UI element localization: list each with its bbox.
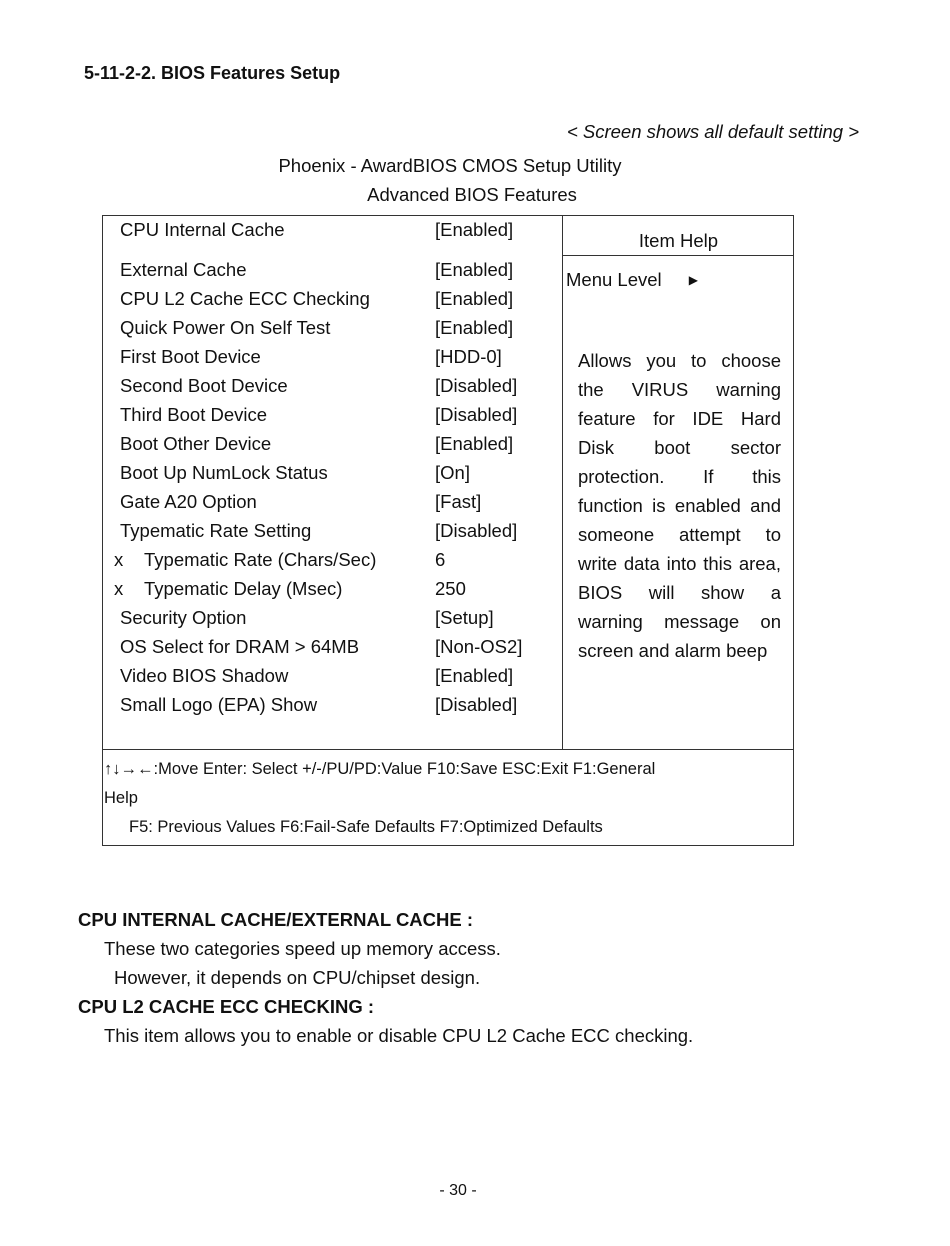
setting-row-quick-power-on-self-test[interactable] bbox=[108, 317, 558, 346]
setting-row-second-boot-device[interactable] bbox=[108, 375, 558, 404]
setting-row-gate-a20-option[interactable] bbox=[108, 491, 558, 520]
setting-label: Second Boot Device bbox=[120, 375, 288, 396]
setting-value: 6 bbox=[435, 549, 446, 570]
setting-row-cpu-internal-cache[interactable] bbox=[108, 219, 558, 248]
setting-row-os-select-dram[interactable] bbox=[108, 636, 558, 665]
setting-value[interactable]: [Enabled] bbox=[435, 259, 514, 280]
description-heading: CPU INTERNAL CACHE/EXTERNAL CACHE : bbox=[78, 909, 474, 930]
utility-title: Phoenix - AwardBIOS CMOS Setup Utility bbox=[278, 155, 622, 176]
setting-row-video-bios-shadow[interactable] bbox=[108, 665, 558, 694]
setting-value[interactable]: [Disabled] bbox=[435, 404, 518, 425]
setting-row-cpu-l2-cache-ecc[interactable] bbox=[108, 288, 558, 317]
setting-label: Security Option bbox=[120, 607, 247, 628]
setting-row-typematic-rate bbox=[108, 549, 558, 578]
setting-value[interactable]: [Enabled] bbox=[435, 219, 514, 240]
setting-value[interactable]: [Disabled] bbox=[435, 520, 518, 541]
setting-value[interactable]: [On] bbox=[435, 462, 470, 483]
setting-label: CPU L2 Cache ECC Checking bbox=[120, 288, 370, 309]
setting-row-external-cache[interactable] bbox=[108, 259, 558, 288]
page-number: - 30 - bbox=[439, 1182, 477, 1199]
setting-label: Video BIOS Shadow bbox=[120, 665, 289, 686]
description-text: These two categories speed up memory access. bbox=[104, 938, 501, 959]
menu-level-label: Menu Level bbox=[566, 269, 662, 290]
panel-divider-vertical bbox=[562, 215, 563, 749]
description-heading: CPU L2 CACHE ECC CHECKING : bbox=[78, 996, 375, 1017]
setting-row-third-boot-device[interactable] bbox=[108, 404, 558, 433]
setting-row-typematic-rate-setting[interactable] bbox=[108, 520, 558, 549]
setting-label: Boot Up NumLock Status bbox=[120, 462, 328, 483]
section-title: 5-11-2-2. BIOS Features Setup bbox=[84, 63, 341, 83]
key-legend-line-3: F5: Previous Values F6:Fail-Safe Defaults F7:Optimized Defaults bbox=[129, 818, 603, 836]
description-text: However, it depends on CPU/chipset design. bbox=[114, 967, 481, 988]
setting-value[interactable]: [Enabled] bbox=[435, 665, 514, 686]
setting-value[interactable]: [Fast] bbox=[435, 491, 482, 512]
right-triangle-icon: ▶ bbox=[688, 273, 699, 287]
setting-value[interactable]: [Enabled] bbox=[435, 317, 514, 338]
setting-row-security-option[interactable] bbox=[108, 607, 558, 636]
setting-label: Gate A20 Option bbox=[120, 491, 257, 512]
setting-value[interactable]: [Disabled] bbox=[435, 694, 518, 715]
item-help-text: Allows you to choose the VIRUS warning feature for IDE Hard Disk boot sector protection. If this function is enabled and someone attempt to write data into this area, BIOS will show a warning message on screen and alarm beep bbox=[578, 350, 781, 661]
key-legend-line-1: ↑↓→←:Move Enter: Select +/-/PU/PD:Value F10:Save ESC:Exit F1:General bbox=[104, 760, 656, 778]
setting-row-typematic-delay bbox=[108, 578, 558, 607]
setting-value[interactable]: [Enabled] bbox=[435, 288, 514, 309]
panel-divider-horizontal bbox=[102, 749, 794, 750]
setting-value[interactable]: [Non-OS2] bbox=[435, 636, 523, 657]
utility-subtitle: Advanced BIOS Features bbox=[367, 184, 577, 205]
setting-label: External Cache bbox=[120, 259, 247, 280]
setting-label: Typematic Delay (Msec) bbox=[144, 578, 343, 599]
setting-value: 250 bbox=[435, 578, 466, 599]
setting-label: CPU Internal Cache bbox=[120, 219, 285, 240]
menu-level bbox=[566, 269, 698, 291]
setting-value[interactable]: [HDD-0] bbox=[435, 346, 502, 367]
default-setting-note: < Screen shows all default setting > bbox=[566, 121, 859, 142]
setting-label: Small Logo (EPA) Show bbox=[120, 694, 318, 715]
setting-label: Quick Power On Self Test bbox=[120, 317, 331, 338]
setting-row-boot-other-device[interactable] bbox=[108, 433, 558, 462]
description-text: This item allows you to enable or disable CPU L2 Cache ECC checking. bbox=[104, 1025, 694, 1046]
disabled-mark: x bbox=[114, 578, 124, 599]
item-help-title: Item Help bbox=[638, 230, 719, 251]
setting-label: Third Boot Device bbox=[120, 404, 268, 425]
setting-label: OS Select for DRAM > 64MB bbox=[120, 636, 360, 657]
key-legend-line-2: Help bbox=[104, 789, 138, 807]
setting-row-first-boot-device[interactable] bbox=[108, 346, 558, 375]
setting-row-boot-up-numlock-status[interactable] bbox=[108, 462, 558, 491]
setting-label: First Boot Device bbox=[120, 346, 261, 367]
setting-label: Boot Other Device bbox=[120, 433, 272, 454]
setting-value[interactable]: [Disabled] bbox=[435, 375, 518, 396]
setting-value[interactable]: [Setup] bbox=[435, 607, 494, 628]
disabled-mark: x bbox=[114, 549, 124, 570]
setting-row-small-logo-show[interactable] bbox=[108, 694, 558, 723]
setting-label: Typematic Rate Setting bbox=[120, 520, 312, 541]
setting-label: Typematic Rate (Chars/Sec) bbox=[144, 549, 377, 570]
setting-value[interactable]: [Enabled] bbox=[435, 433, 514, 454]
help-title-separator bbox=[562, 255, 794, 256]
